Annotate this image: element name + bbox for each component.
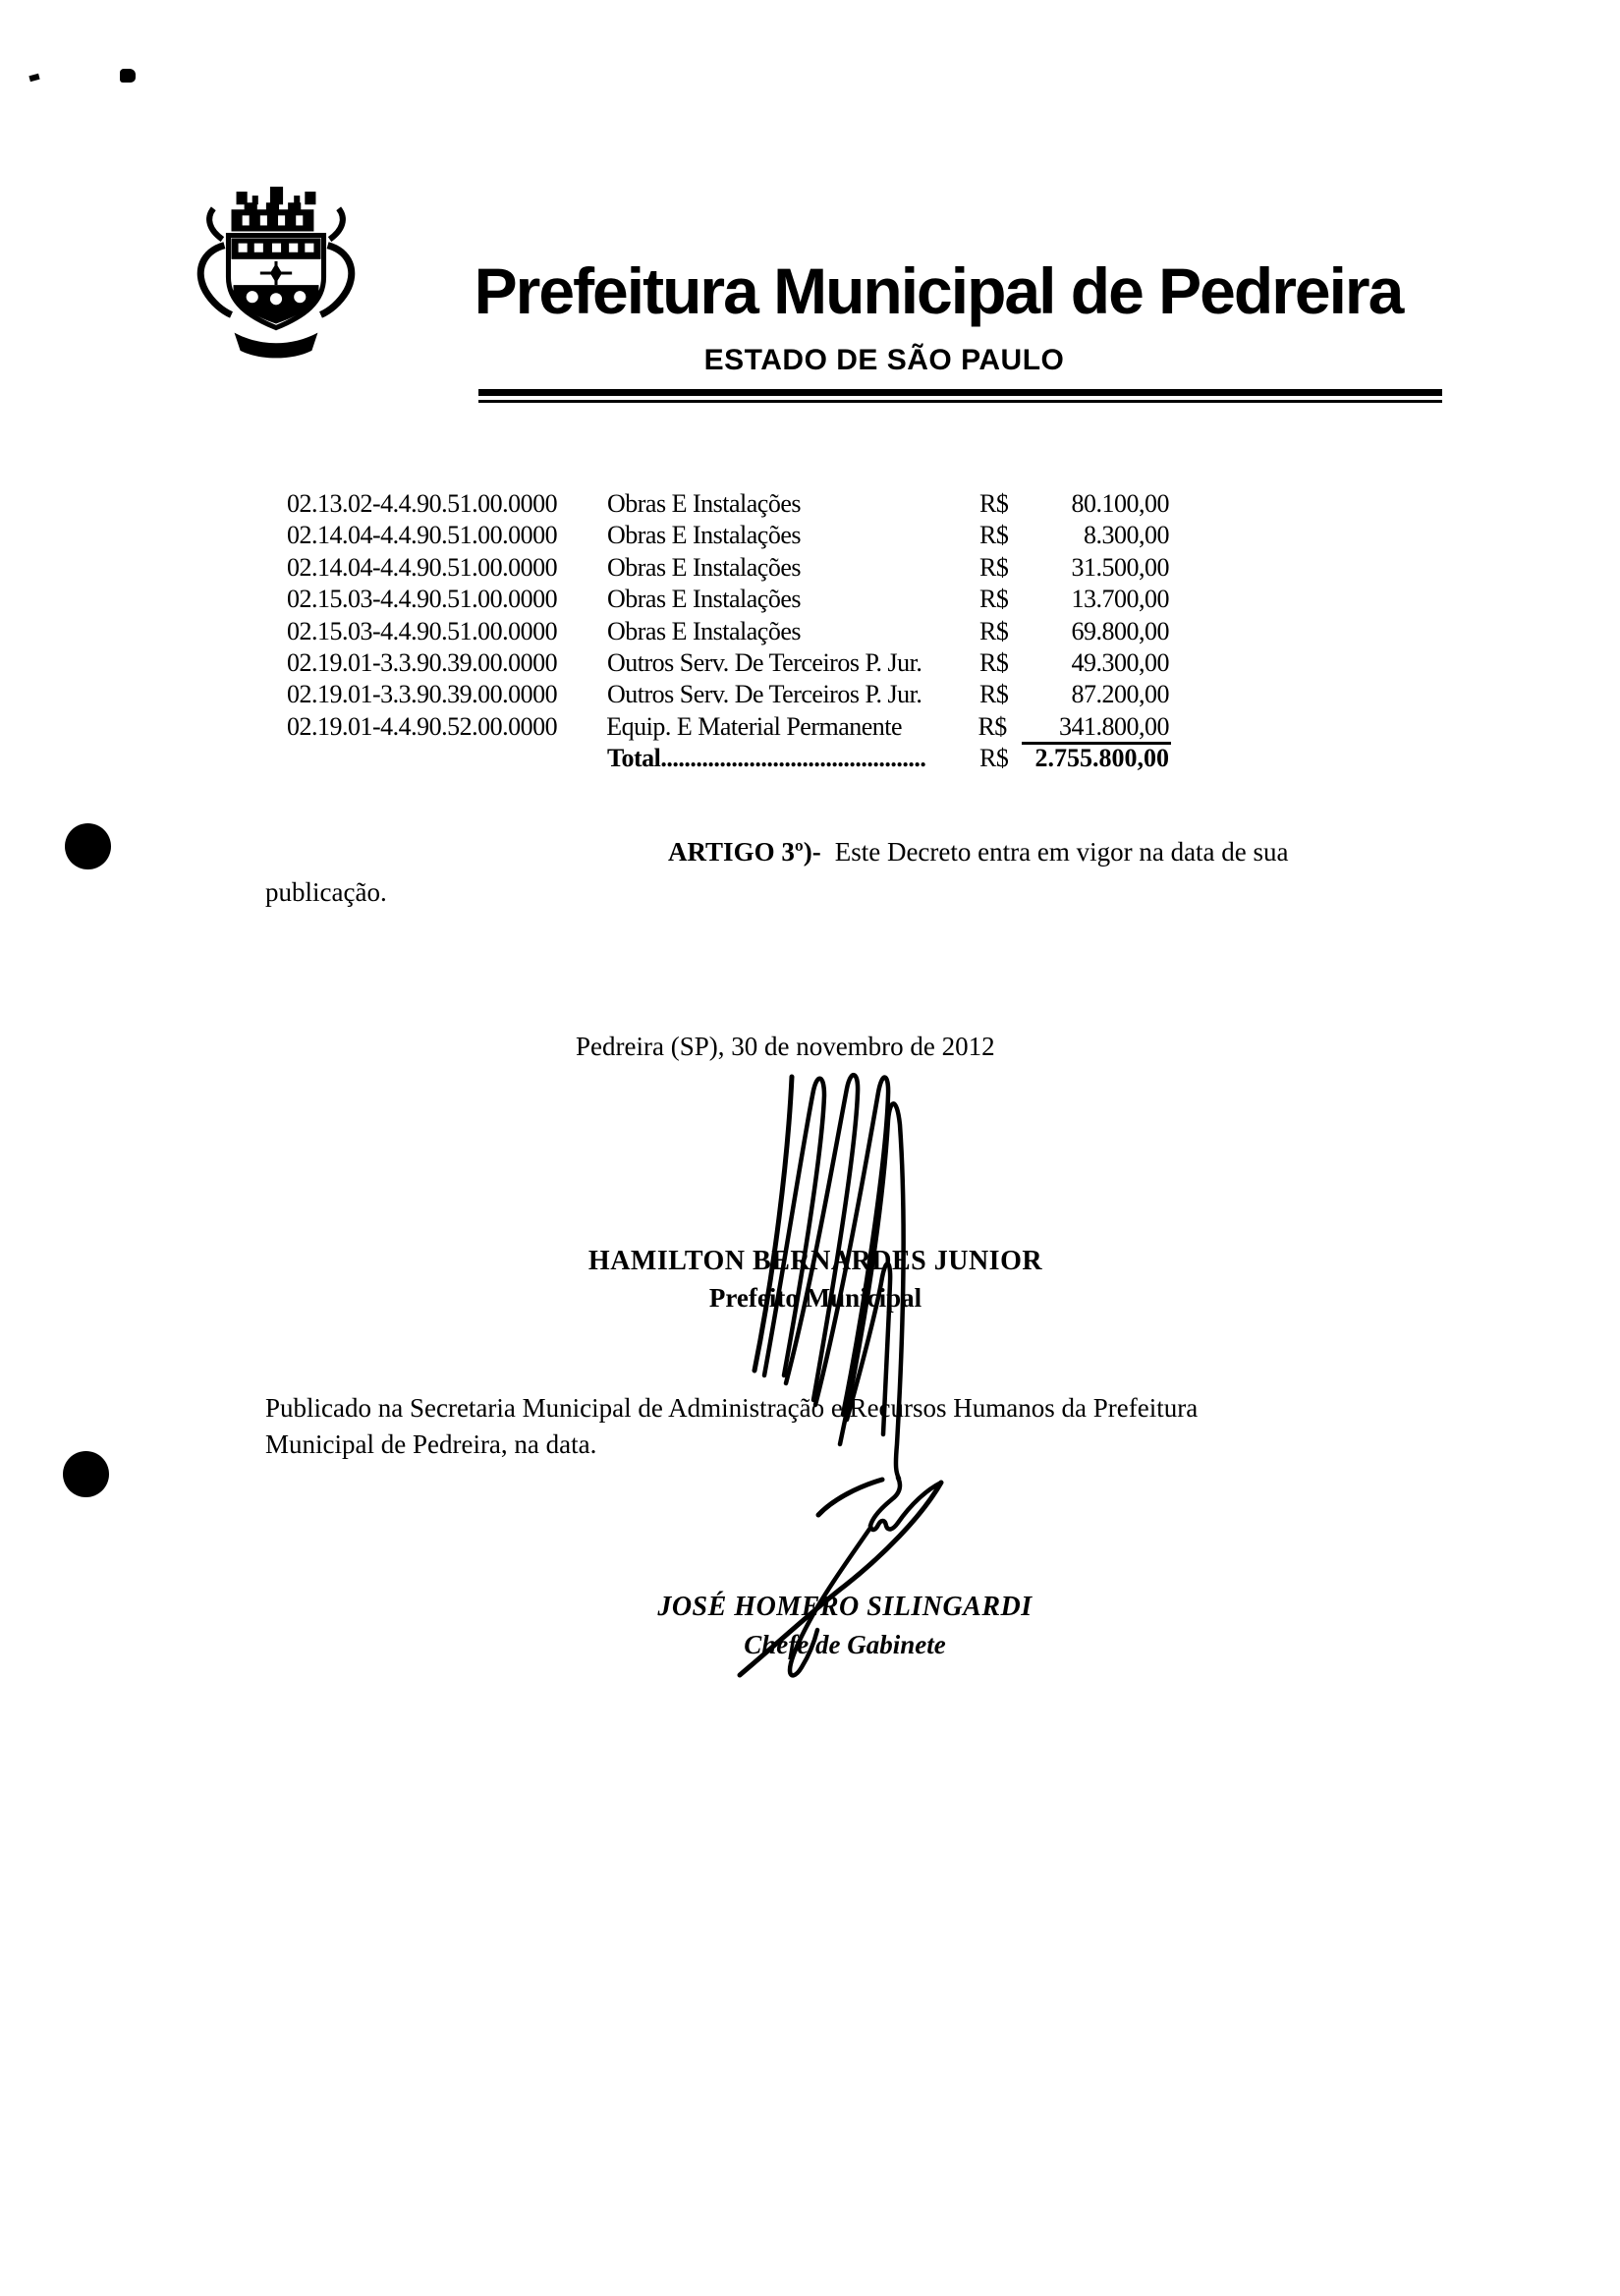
budget-code: 02.15.03-4.4.90.51.00.0000: [287, 616, 558, 645]
publication-note-line-2: Municipal de Pedreira, na data.: [265, 1429, 597, 1459]
currency-label: R$: [979, 680, 1009, 709]
table-row: [287, 553, 1171, 585]
budget-description: Outros Serv. De Terceiros P. Jur.: [607, 647, 922, 677]
signer-title: Prefeito Municipal: [708, 1283, 922, 1313]
publication-note-line-1: Publicado na Secretaria Municipal de Administração e Recursos Humanos da Prefeitura: [265, 1393, 1199, 1423]
budget-amount: 49.300,00: [1071, 647, 1169, 677]
budget-amount: 69.800,00: [1071, 616, 1169, 645]
currency-label: R$: [979, 616, 1009, 645]
budget-table-rows: [287, 489, 1171, 744]
dateline: Pedreira (SP), 30 de novembro de 2012: [576, 1032, 995, 1061]
table-row: [287, 617, 1171, 648]
table-row: [287, 521, 1171, 552]
header-rule-thin: [478, 400, 1442, 403]
budget-description: Obras E Instalações: [607, 489, 801, 518]
table-row: [287, 712, 1171, 744]
article-line-1: [668, 837, 1289, 868]
budget-code: 02.15.03-4.4.90.51.00.0000: [287, 585, 558, 614]
currency-label: R$: [978, 711, 1007, 741]
budget-description: Obras E Instalações: [607, 616, 801, 645]
currency-label: R$: [979, 489, 1009, 518]
document-subtitle: ESTADO DE SÃO PAULO: [703, 344, 1065, 376]
scan-speck: [120, 69, 136, 83]
table-row: [287, 585, 1171, 616]
header-rule-thick: [478, 389, 1442, 396]
currency-label: R$: [979, 585, 1009, 614]
hole-punch-mark: [65, 823, 111, 869]
article-line-2: publicação.: [265, 877, 387, 907]
currency-label: R$: [979, 552, 1009, 582]
signature-block-mayor: [472, 1246, 1159, 1314]
signer-title: Chefe de Gabinete: [744, 1630, 946, 1659]
budget-description: Obras E Instalações: [607, 552, 801, 582]
table-row: [287, 489, 1171, 521]
coat-of-arms-icon: [187, 185, 365, 365]
budget-amount: 8.300,00: [1084, 521, 1169, 550]
budget-code: 02.19.01-3.3.90.39.00.0000: [287, 680, 558, 709]
article-label: ARTIGO 3º)-: [668, 837, 821, 867]
currency-label: R$: [979, 744, 1009, 773]
budget-description: Equip. E Material Permanente: [606, 711, 903, 741]
budget-amount: 87.200,00: [1071, 680, 1169, 709]
budget-amount: 13.700,00: [1071, 585, 1169, 614]
currency-label: R$: [979, 647, 1009, 677]
budget-code: 02.19.01-4.4.90.52.00.0000: [287, 711, 558, 741]
signature-block-chief-of-staff: [501, 1592, 1189, 1660]
total-label: Total.............................................: [607, 744, 926, 773]
coat-of-arms-logo: [187, 185, 365, 365]
budget-amount: 31.500,00: [1071, 552, 1169, 582]
scan-speck: [28, 74, 39, 82]
article-text: Este Decreto entra em vigor na data de sua: [834, 837, 1289, 867]
signer-name: HAMILTON BERNARDES JUNIOR: [587, 1246, 1043, 1276]
document-title: Prefeitura Municipal de Pedreira: [474, 254, 1403, 327]
budget-amount: 341.800,00: [1022, 712, 1171, 745]
budget-code: 02.14.04-4.4.90.51.00.0000: [287, 552, 558, 582]
hole-punch-mark: [63, 1451, 109, 1497]
table-row: [287, 680, 1171, 711]
budget-code: 02.13.02-4.4.90.51.00.0000: [287, 489, 558, 518]
budget-amount: 80.100,00: [1071, 489, 1169, 518]
table-row: [287, 648, 1171, 680]
table-total-row: [287, 744, 1171, 775]
total-amount: 2.755.800,00: [1034, 744, 1169, 773]
budget-code: 02.19.01-3.3.90.39.00.0000: [287, 647, 558, 677]
budget-description: Obras E Instalações: [607, 585, 801, 614]
budget-description: Obras E Instalações: [607, 521, 801, 550]
currency-label: R$: [979, 521, 1009, 550]
budget-description: Outros Serv. De Terceiros P. Jur.: [607, 680, 922, 709]
budget-table: [287, 489, 1171, 776]
signer-name: JOSÉ HOMERO SILINGARDI: [657, 1592, 1033, 1622]
budget-code: 02.14.04-4.4.90.51.00.0000: [287, 521, 558, 550]
